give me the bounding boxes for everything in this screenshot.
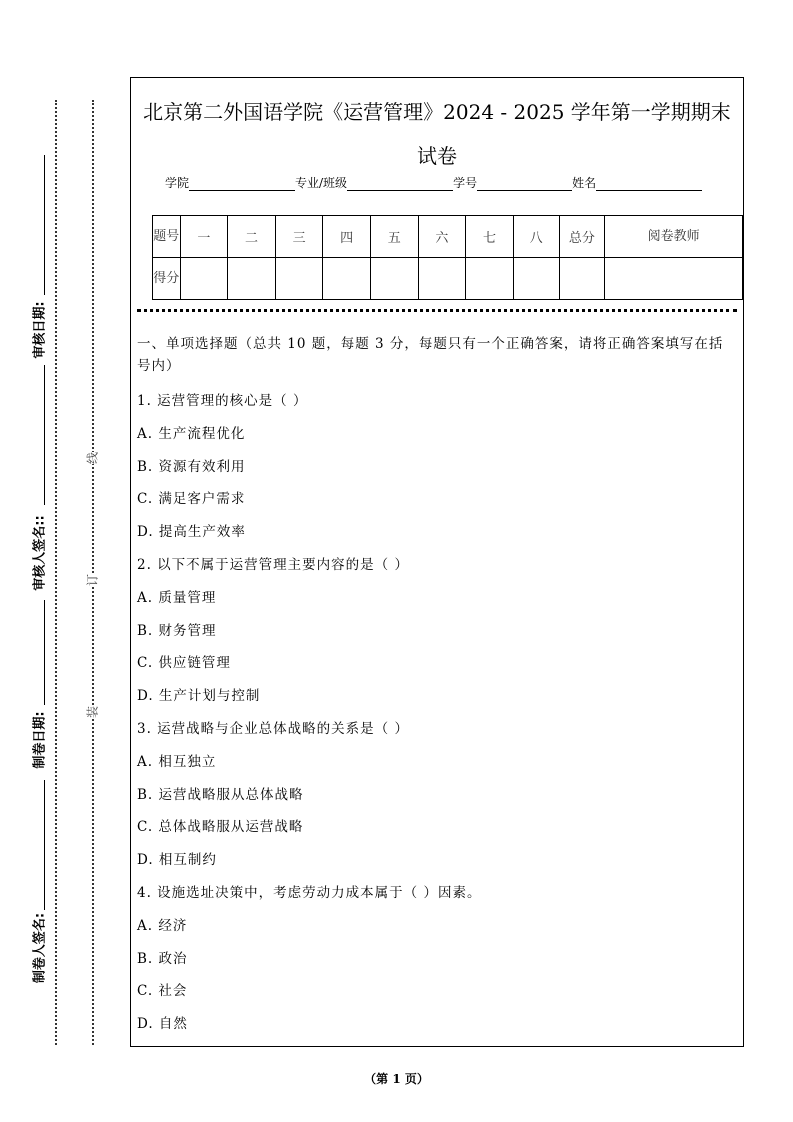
answer-option: A. 生产流程优化: [137, 425, 246, 442]
score-cell[interactable]: [466, 258, 514, 300]
score-header-cell: 阅卷教师: [605, 216, 743, 258]
score-header-cell: 八: [513, 216, 559, 258]
answer-option: D. 相互制约: [137, 852, 217, 869]
cut-mark-line: 线: [85, 451, 100, 465]
answer-option: C. 供应链管理: [137, 655, 231, 672]
section-heading: 一、单项选择题（总共 10 题，每题 3 分，每题只有一个正确答案，请将正确答案填写在括号内）: [137, 336, 724, 374]
make-date-line: [44, 600, 45, 705]
answer-option: C. 满足客户需求: [137, 491, 246, 508]
question-stem: 2. 以下不属于运营管理主要内容的是（ ）: [137, 557, 409, 573]
answer-option: B. 财务管理: [137, 622, 217, 639]
dotted-separator: [137, 309, 737, 312]
college-label: 学院: [165, 176, 190, 190]
score-cell[interactable]: [513, 258, 559, 300]
score-row-label: 得分: [153, 258, 181, 300]
reviewer-sign-line: [44, 365, 45, 505]
answer-option: C. 总体战略服从运营战略: [137, 819, 304, 836]
question-stem: 3. 运营战略与企业总体战略的关系是（ ）: [137, 721, 409, 737]
score-header-cell: 六: [418, 216, 466, 258]
question-stem: 1. 运营管理的核心是（ ）: [137, 393, 308, 409]
name-field[interactable]: [596, 178, 702, 191]
major-field[interactable]: [347, 178, 453, 191]
answer-option: C. 社会: [137, 983, 188, 1000]
score-header-cell: 五: [370, 216, 418, 258]
student-info: [165, 174, 702, 191]
maker-sign-label: 制卷人签名:: [32, 912, 48, 984]
answer-option: B. 政治: [137, 950, 188, 967]
exam-frame: [130, 77, 744, 1047]
score-cell[interactable]: [275, 258, 323, 300]
make-date-label: 制卷日期:: [32, 711, 48, 769]
score-cell[interactable]: [370, 258, 418, 300]
score-header-cell: 七: [466, 216, 514, 258]
answer-option: D. 生产计划与控制: [137, 688, 261, 705]
dotted-margin-line: [55, 100, 57, 1045]
score-header-cell: 总分: [559, 216, 605, 258]
score-header-cell: 题号: [153, 216, 181, 258]
score-cell[interactable]: [559, 258, 605, 300]
score-header-cell: 四: [323, 216, 371, 258]
score-header-cell: 二: [228, 216, 276, 258]
page-number: （第 1 页）: [364, 1072, 429, 1086]
answer-option: D. 提高生产效率: [137, 524, 246, 541]
score-table: [152, 215, 743, 300]
review-date-line: [44, 155, 45, 295]
reviewer-sign-label: 审核人签名::: [32, 515, 48, 591]
score-header-cell: 一: [180, 216, 228, 258]
score-header-cell: 三: [275, 216, 323, 258]
maker-sign-line: [44, 780, 45, 910]
cut-mark-seal: 装: [85, 705, 100, 719]
name-label: 姓名: [572, 176, 597, 190]
id-label: 学号: [453, 176, 478, 190]
score-cell[interactable]: [180, 258, 228, 300]
question-stem: 4. 设施选址决策中，考虑劳动力成本属于（ ）因素。: [137, 885, 482, 901]
score-cell[interactable]: [228, 258, 276, 300]
answer-option: D. 自然: [137, 1016, 188, 1033]
answer-option: B. 资源有效利用: [137, 458, 246, 475]
exam-title: 北京第二外国语学院《运营管理》2024 - 2025 学年第一学期期末试卷: [143, 100, 731, 168]
score-cell[interactable]: [605, 258, 743, 300]
score-cell[interactable]: [323, 258, 371, 300]
score-cell[interactable]: [418, 258, 466, 300]
answer-option: A. 质量管理: [137, 589, 217, 606]
answer-option: A. 相互独立: [137, 753, 217, 770]
college-field[interactable]: [189, 178, 295, 191]
cut-mark-bind: 订: [85, 573, 100, 587]
review-date-label: 审核日期:: [32, 301, 48, 359]
answer-option: B. 运营战略服从总体战略: [137, 786, 304, 803]
student-id-field[interactable]: [477, 178, 572, 191]
major-label: 专业/班级: [295, 176, 348, 190]
binding-line: [92, 100, 94, 1045]
answer-option: A. 经济: [137, 917, 188, 934]
